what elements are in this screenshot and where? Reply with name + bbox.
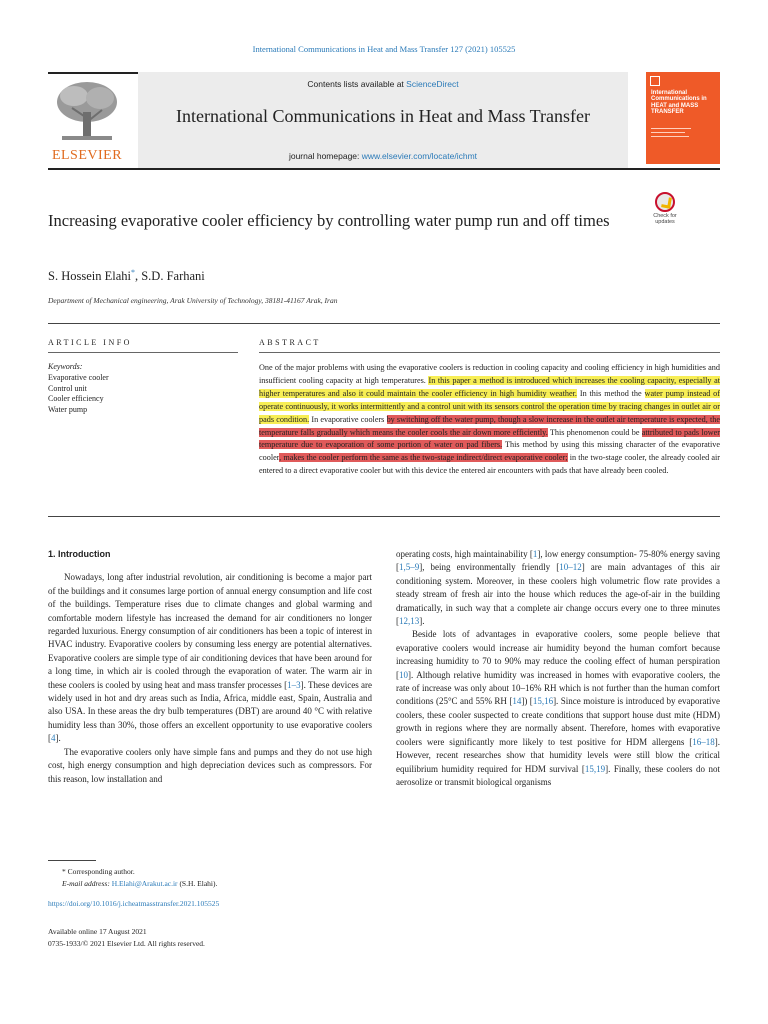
keyword: Control unit: [48, 383, 87, 393]
keyword: Cooler efficiency: [48, 394, 104, 404]
body-column-left: [48, 548, 372, 786]
reference-link[interactable]: 10: [399, 669, 408, 680]
body-text: Nowadays, long after industrial revolution, air conditioning is become a major part of the buildings and it consumes large portion of annual energy consumption and life cost of the buildings. Temperature rises due to climate changes and global warming and comfortable modern lifestyle has increased the demand for air conditioners no longer regarded luxurious. Energy consumption of air conditioners has been a topic of interest in HVAC industry. Evaporative coolers by consuming less energy are potential alternatives. Evaporative coolers are simple type of air conditioning devices that have been around for a long time, in which air is cooled through the evaporation of water. The warm air in these coolers is cooled by using heat and mass transfer processes [: [48, 572, 372, 690]
journal-citation-link[interactable]: International Communications in Heat and Mass Transfer 127 (2021) 105525: [252, 44, 516, 54]
copyright: 0735-1933/© 2021 Elsevier Ltd. All rights reserved.: [48, 938, 205, 948]
body-text: The evaporative coolers only have simple fans and pumps and they do not use high cost, high energy consumption and high depreciation devices such as compressors. For this reason, low installation and: [48, 746, 372, 784]
body-text: ]. Although relative humidity was increased in homes with evaporative coolers, the rate of increase was only about 10–16% RH which is not further than the human comfort conditions (25°C and 55% RH [: [396, 669, 720, 707]
corresponding-author-mark[interactable]: *: [130, 268, 135, 277]
footnote-rule: [48, 860, 96, 861]
masthead-center: [138, 72, 628, 168]
article-info-heading: ARTICLE INFO: [48, 338, 132, 347]
reference-link[interactable]: 4: [51, 733, 56, 744]
highlighted-abstract-segment: water pump instead of operate continuously, it works intermittently and a control unit with its sensors control the operation time by tracing changes in outlet air or pads condition.: [259, 388, 721, 424]
section-rule: [48, 516, 720, 517]
body-text: ].: [419, 616, 425, 627]
corresponding-author-note: * Corresponding author.: [62, 867, 135, 876]
check-for-updates-button[interactable]: [646, 192, 684, 234]
abstract-segment: In this method the: [576, 388, 645, 398]
journal-cover-thumbnail[interactable]: [646, 72, 720, 164]
publication-info: [48, 926, 205, 949]
reference-link[interactable]: 12,13: [399, 616, 420, 627]
body-text: ]) [: [521, 696, 533, 707]
reference-link[interactable]: 1–3: [287, 679, 301, 690]
abstract-segment: In evaporative coolers: [309, 414, 387, 424]
reference-link[interactable]: 14: [512, 696, 522, 707]
reference-link[interactable]: 16–18: [692, 736, 715, 747]
reference-link[interactable]: 1: [532, 549, 538, 559]
body-paragraph: [48, 746, 372, 786]
body-text: ]. Finally, these coolers do not aerosolize or transmit biological organisms: [396, 763, 720, 787]
available-online: Available online 17 August 2021: [48, 927, 147, 936]
keyword: Evaporative cooler: [48, 372, 109, 382]
check-updates-label: Check for updates: [653, 213, 677, 226]
section-heading-introduction: 1. Introduction: [48, 549, 111, 559]
highlighted-abstract-segment: In this paper a method is introduced which increases the cooling capacity, especially at higher temperatures and also it could maintain the cooler efficiency in high humidity weather.: [259, 375, 720, 398]
masthead-bottom-rule: [48, 168, 720, 170]
author-email-link[interactable]: H.Elahi@Arakut.ac.ir: [111, 879, 178, 888]
doi-link[interactable]: https://doi.org/10.1016/j.icheatmasstransfer.2021.105525: [48, 899, 220, 908]
body-text: ] are main advantages of this air conditioning system. Moreover, in these coolers high volumetric flow rate provides a steady stream of fresh air into the house which reduces the age-of-air in the building dramatically, in such way that a complete air change occurs every one to three minutes [: [396, 562, 721, 627]
body-text: ], being environmentally friendly [: [419, 562, 560, 573]
check-updates-icon: [655, 192, 675, 212]
abstract-text: [259, 362, 720, 478]
email-note: [48, 878, 448, 890]
contents-prefix: Contents lists available at: [307, 79, 407, 89]
body-paragraph: [396, 628, 720, 789]
cover-text-line: [651, 128, 691, 129]
body-text: ]. These devices are widely used in hot and dry areas such as India, Africa, middle east, Spain, Australia and also USA. In these areas the dry bulb temperatures (DBT) are around 40 °C with relative humidity less than 30%, those offers an excellent opportunity to use evaporative coolers [: [48, 679, 373, 744]
keywords-label: Keywords:: [48, 362, 83, 371]
journal-title: International Communications in Heat and Mass Transfer: [176, 106, 590, 126]
journal-masthead: [48, 72, 720, 168]
abstract-rule: [259, 352, 720, 353]
abstract-segment: in the two-stage cooler, the already cooled air entered to a direct evaporative cooler but with this device the entered air encounters with pads that have already been cooled.: [259, 453, 721, 476]
cover-text-line: [651, 132, 685, 133]
abstract-heading: ABSTRACT: [259, 338, 321, 347]
email-label: E-mail address:: [62, 879, 112, 888]
cover-title: International Communications in HEAT and MASS TRANSFER: [651, 90, 707, 115]
abstract-segment: One of the major problems with using the evaporative coolers is reduction in cooling capacity and cooling efficiency in high humidities and insufficient cooling capacity at high temperatures.: [259, 363, 720, 385]
body-text: ].: [55, 733, 61, 744]
highlighted-abstract-segment: , makes the cooler perform the same as the two-stage indirect/direct evaporative cooler;: [279, 453, 568, 463]
body-column-right: [396, 548, 720, 789]
article-info-rule: [48, 352, 238, 353]
reference-link[interactable]: 15,16: [532, 696, 554, 707]
highlighted-abstract-segment: by switching off the water pump, though a slow increase in the outlet air temperature is expected, the temperature falls gradually which means the cooler cools the air down more efficiently.: [259, 414, 720, 437]
journal-homepage-link[interactable]: www.elsevier.com/locate/ichmt: [361, 151, 478, 161]
keyword: Water pump: [48, 405, 88, 415]
contents-line: [138, 79, 628, 89]
section-rule: [48, 323, 720, 324]
article-title: Increasing evaporative cooler efficiency by controlling water pump run and off times: [48, 211, 610, 230]
sciencedirect-link[interactable]: ScienceDirect: [406, 79, 459, 89]
author-list: S. Hossein Elahi*, S.D. Farhani: [48, 268, 205, 284]
author-name[interactable]: S. Hossein Elahi: [48, 269, 131, 284]
keywords-block: [48, 362, 238, 416]
abstract-segment: This phenomenon could be: [547, 427, 642, 437]
body-text: ], low energy consumption- 75-80% energy saving [: [396, 549, 720, 573]
email-suffix: (S.H. Elahi).: [177, 879, 218, 888]
body-text: Beside lots of advantages in evaporative coolers, some people believe that evaporative coolers would increase air humidity beyond the human comfort because increasing humidity to 70 to 90% may reduce the cooling effect of human perspiration [: [396, 629, 720, 680]
elsevier-wordmark: ELSEVIER: [51, 148, 123, 163]
homepage-prefix: journal homepage:: [288, 151, 362, 161]
reference-link[interactable]: 1,5–9: [399, 562, 420, 573]
affiliation: Department of Mechanical engineering, Arak University of Technology, 38181-41167 Arak, Iran: [48, 296, 338, 305]
body-text: ]. However, recent researches show that humidity levels were still blow the critical equilibrium humidity required for HDM survival [: [396, 736, 720, 774]
reference-link[interactable]: 10–12: [559, 562, 582, 573]
body-text: operating costs, high maintainability [: [396, 549, 533, 559]
cover-text-line: [651, 136, 689, 137]
abstract-segment: This method by using this missing character of the evaporative cooler: [259, 440, 720, 463]
footnotes: [48, 866, 448, 890]
highlighted-abstract-segment: attributed to pads lower temperature due to evaporation of some portion of water on pad fibers.: [259, 427, 720, 450]
reference-link[interactable]: 15,19: [584, 763, 606, 774]
elsevier-tree-icon: [54, 78, 120, 144]
elsevier-logo: [48, 78, 126, 166]
body-paragraph: [396, 548, 720, 628]
cover-logo-icon: [650, 76, 660, 86]
homepage-line: [138, 151, 628, 161]
body-text: ]. Since moisture is introduced by evaporative coolers, these cooler suspected to create conditions that support house dust mite (HDM) growth in regions where they are normally absent. Therefore, homes with evaporative coolers were significantly more likely to test positive for HDM allergens [: [396, 696, 720, 747]
body-paragraph: [48, 571, 372, 745]
author-name[interactable]: S.D. Farhani: [141, 269, 205, 284]
